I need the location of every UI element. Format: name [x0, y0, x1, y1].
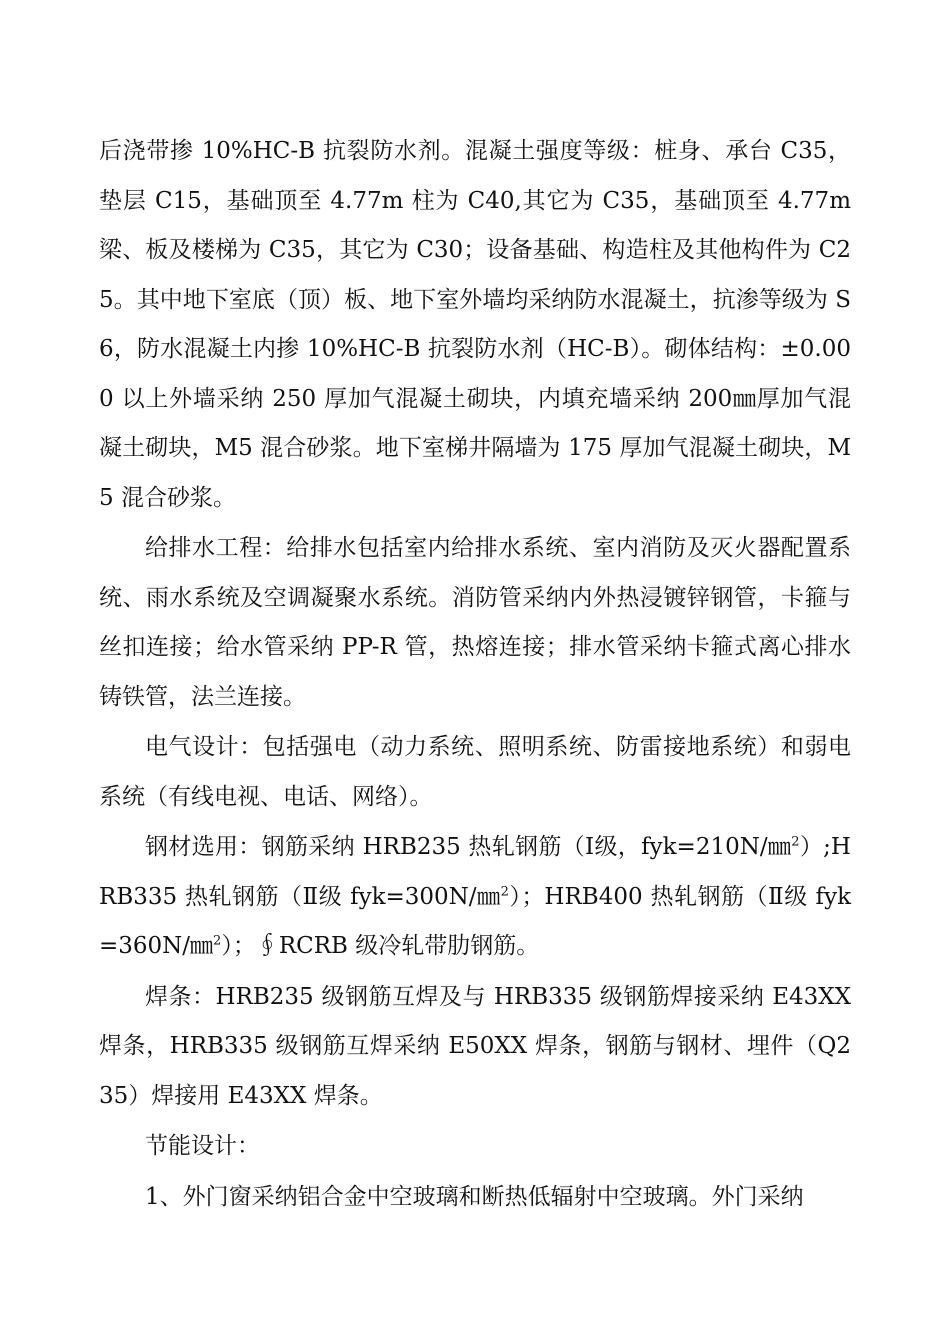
superscript-2: 2 — [213, 933, 222, 949]
plumbing-paragraph: 给排水工程：给排水包括室内给排水系统、室内消防及灭火器配置系统、雨水系统及空调凝聚水系统。消防管采纳内外热浸镀锌钢管，卡箍与丝扣连接；给水管采纳 PP-R 管，热熔连接；排水管采纳卡箍式离心排水铸铁管，法兰连接。 — [99, 535, 851, 710]
superscript-2: 2 — [791, 834, 800, 850]
steel-text-1: 钢材选用：钢筋采纳 HRB235 热轧钢筋（Ⅰ级，fyk=210N/㎜ — [145, 834, 792, 860]
document-page — [99, 127, 851, 1223]
steel-text-4: ）；∮RCRB 级冷轧带肋钢筋。 — [221, 933, 540, 959]
energy-item-1: 1、外门窗采纳铝合金中空玻璃和断热低辐射中空玻璃。外门采纳 — [145, 1183, 804, 1210]
electrical-paragraph: 电气设计：包括强电（动力系统、照明系统、防雷接地系统）和弱电系统（有线电视、电话、网络）。 — [99, 734, 851, 810]
steel-text-3: ）；HRB400 热轧钢筋（Ⅱ级 fyk=360N/㎜ — [99, 883, 852, 959]
welding-paragraph: 焊条：HRB235 级钢筋互焊及与 HRB335 级钢筋焊接采纳 E43XX 焊条，HRB335 级钢筋互焊采纳 E50XX 焊条，钢筋与钢材、埋件（Q235）焊接用 E43XX 焊条。 — [99, 983, 851, 1109]
superscript-2: 2 — [500, 883, 509, 899]
steel-text-2: ）;HRB335 热轧钢筋（Ⅱ级 fyk=300N/㎜ — [99, 834, 851, 910]
structure-paragraph: 后浇带掺 10%HC-B 抗裂防水剂。混凝土强度等级：桩身、承台 C35，垫层 C15，基础顶至 4.77m 柱为 C40,其它为 C35，基础顶至 4.77m 梁、板及楼梯为 C35，其它为 C30；设备基础、构造柱及其他构件为 C25。其中地下室底（顶）板、地下室外墙均采纳防水混凝土，抗渗等级为 S6，防水混凝土内掺 10%HC-B 抗裂防水剂（HC-B）。砌体结构：±0.000 以上外墙采纳 250 厚加气混凝土砌块，内填充墙采纳 200㎜厚加气混凝土砌块，M5 混合砂浆。地下室梯井隔墙为 175 厚加气混凝土砌块，M5 混合砂浆。 — [99, 138, 851, 511]
energy-heading: 节能设计： — [145, 1133, 260, 1159]
steel-paragraph — [99, 823, 851, 972]
